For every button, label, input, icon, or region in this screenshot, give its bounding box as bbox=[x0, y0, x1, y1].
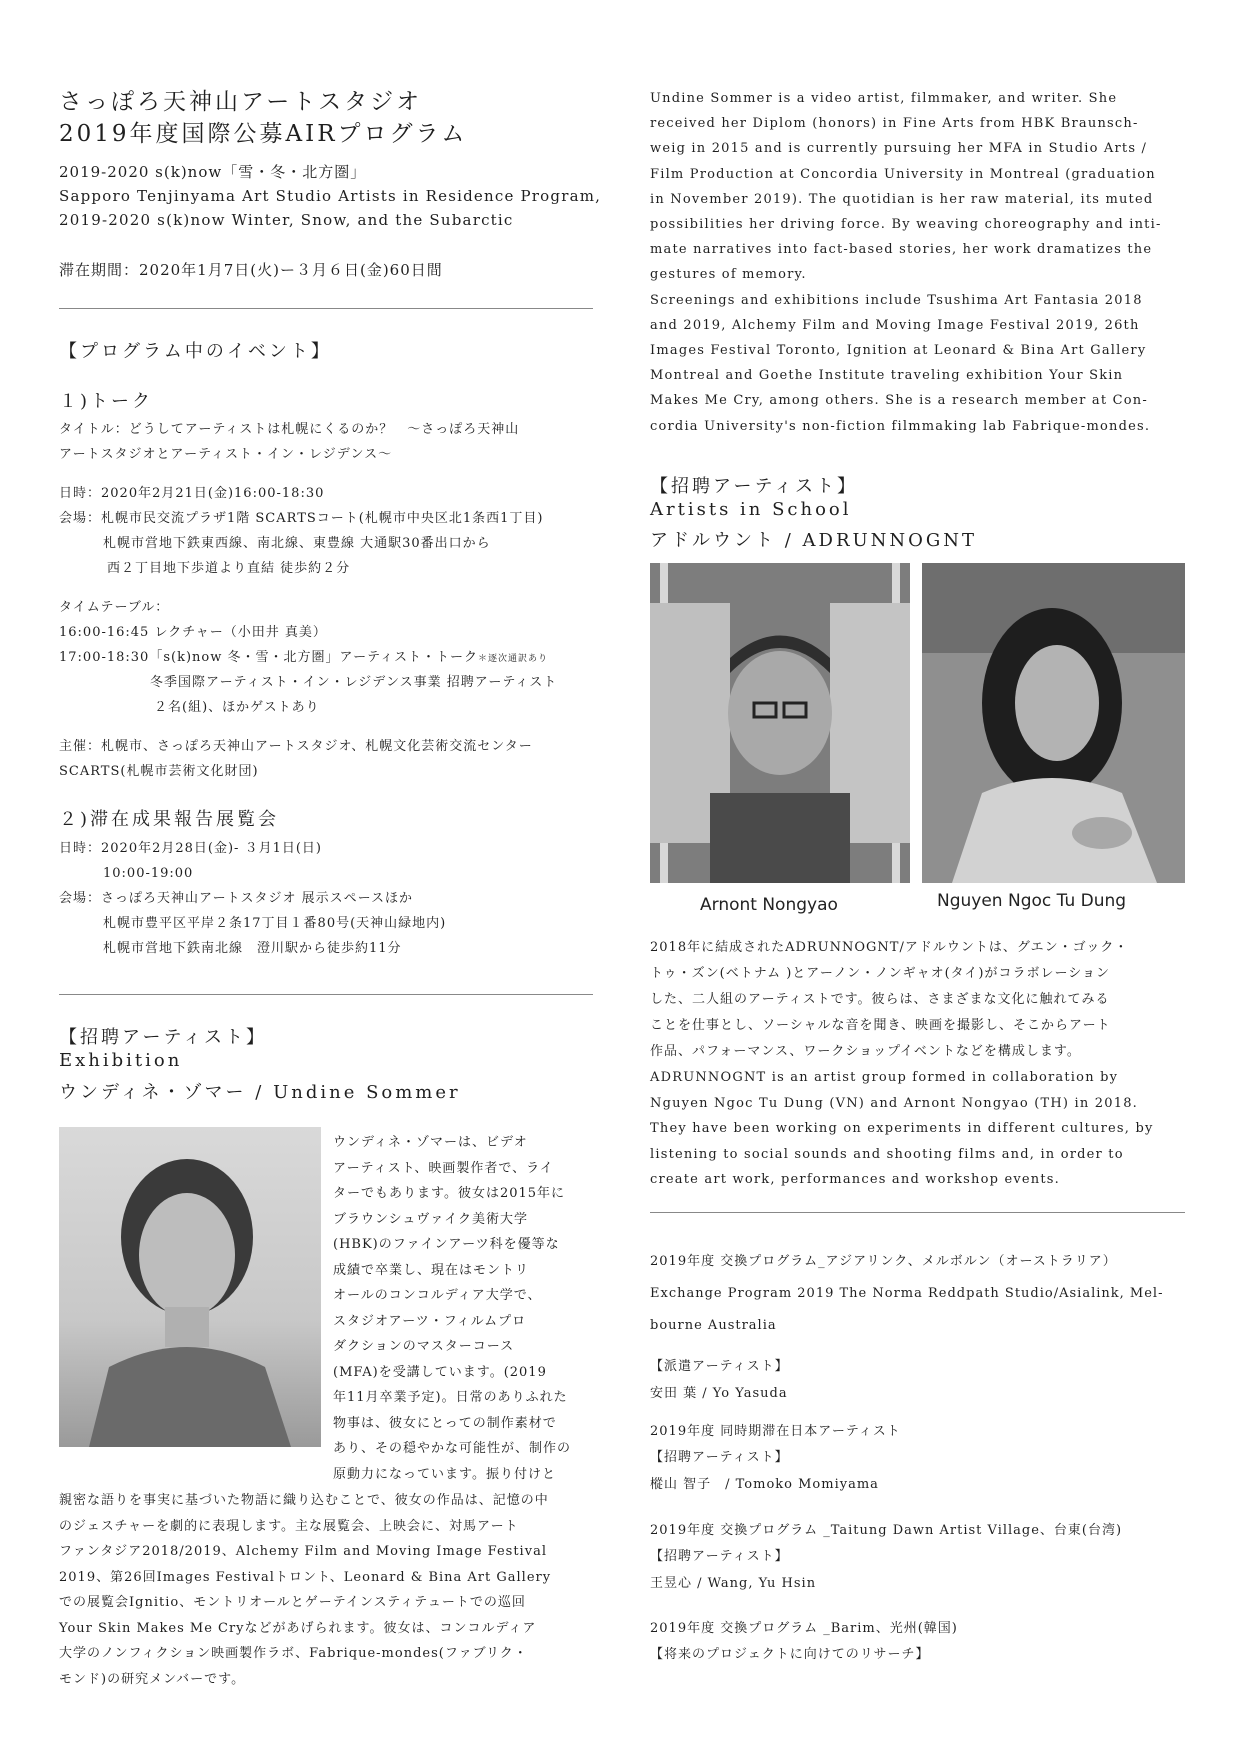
timetable-item-2: 17:00-18:30「s(k)now 冬・雪・北方圏」アーティスト・トーク＊逐次通訳あり bbox=[59, 650, 549, 665]
subtitle-line1: 2019-2020 s(k)now「雪・冬・北方圏」 bbox=[59, 163, 367, 181]
exchange-3-role: 【招聘アーティスト】 bbox=[650, 1549, 789, 1564]
talk-heading: １)トーク bbox=[59, 391, 154, 412]
exchange-1-title-en2: bourne Australia bbox=[650, 1318, 777, 1333]
timetable-item-3: 冬季国際アーティスト・イン・レジデンス事業 招聘アーティスト bbox=[150, 675, 558, 690]
exhibition-heading: ２)滞在成果報告展覧会 bbox=[59, 809, 280, 830]
undine-portrait bbox=[59, 1127, 321, 1447]
exchange-3-artist: 王昱心 / Wang, Yu Hsin bbox=[650, 1576, 817, 1591]
title-line1: さっぽろ天神山アートスタジオ bbox=[59, 89, 423, 115]
divider bbox=[59, 308, 593, 309]
talk-title-line1: タイトル：どうしてアーティストは札幌にくるのか？ ～さっぽろ天神山 bbox=[59, 422, 520, 437]
subtitle-line2: Sapporo Tenjinyama Art Studio Artists in Residence Program, bbox=[59, 187, 602, 205]
exchange-1-artist: 安田 葉 / Yo Yasuda bbox=[650, 1386, 788, 1401]
undine-bio-en: Undine Sommer is a video artist, filmmaker, and writer. She received her Diplom (honors) in Fine Arts from HBK Braunsch- weig in 2015 and is currently pursuing her MFA in Studio Arts / Film Production at Concordia University in Montreal (graduation in November 2019). The quotidian is her raw material, its muted possibilities her driving force. By weaving choreography and inti- mate narratives into fact-based stories, her work dramatizes the gestures of memory. Screenings and exhibitions include Tsushima Art Fantasia 2018 and 2019, Alchemy Film and Moving Image Festival 2019, 26th Images Festival Toronto, Ignition at Leonard & Bina Art Gallery Montreal and Goethe Institute traveling exhibition Your Skin Makes Me Cry, among others. She is a research member at Con- cordia University's non-fiction filmmaking lab Fabrique-mondes. bbox=[650, 91, 1162, 434]
timetable-label: タイムテーブル： bbox=[59, 600, 170, 615]
title-line2: 2019年度国際公募AIRプログラム bbox=[59, 121, 468, 147]
talk-date: 日時：2020年2月21日(金)16:00-18:30 bbox=[59, 486, 325, 501]
undine-bio-jp-side: ウンディネ・ゾマーは、ビデオ アーティスト、映画製作者で、ライ ターでもあります。彼女は2015年に ブラウンシュヴァイク美術大学 (HBK)のファインアーツ科を優等な 成績で卒業し、現在はモントリ オールのコンコルディア大学で、 スタジオアーツ・フィルムプロ ダクションのマスターコース (MFA)を受講しています。(2019 年11月卒業予定)。日常のありふれた 物事は、彼女にとっての制作素材で あり、その穏やかな可能性が、制作の 原動力になっています。振り付けと bbox=[333, 1135, 572, 1482]
talk-venue-line3: 西２丁目地下歩道より直結 徒歩約２分 bbox=[107, 561, 351, 576]
arnont-photo-image bbox=[650, 563, 910, 883]
exhibition-venue-line1: 会場：さっぽろ天神山アートスタジオ 展示スペースほか bbox=[59, 891, 413, 906]
organizer-line2: SCARTS(札幌市芸術文化財団) bbox=[59, 764, 259, 779]
exchange-4-role: 【将来のプロジェクトに向けてのリサーチ】 bbox=[650, 1647, 930, 1662]
organizer-line1: 主催：札幌市、さっぽろ天神山アートスタジオ、札幌文化芸術交流センター bbox=[59, 739, 533, 754]
exchange-1-title-jp: 2019年度 交換プログラム_アジアリンク、メルボルン（オーストラリア） bbox=[650, 1254, 1117, 1269]
talk-title-line2: アートスタジオとアーティスト・イン・レジデンス～ bbox=[59, 447, 393, 462]
events-heading: 【プログラム中のイベント】 bbox=[59, 341, 332, 362]
undine-bio-jp-full: 親密な語りを事実に基づいた物語に織り込むことで、彼女の作品は、記憶の中 のジェスチャーを劇的に表現します。主な展覧会、上映会に、対馬アート ファンタジア2018/2019、Alchemy Film and Moving Image Festival 2019、第26回Images Festivalトロント、Leonard & Bina Art Gallery での展覧会Ignitio、モントリオールとゲーテインスティテュートでの巡回 Your Skin Makes Me Cryなどがあげられます。彼女は、コンコルディア 大学のノンフィクション映画製作ラボ、Fabrique-mondes(ファブリク・ モンド)の研究メンバーです。 bbox=[59, 1493, 552, 1687]
talk-venue-line1: 会場：札幌市民交流プラザ1階 SCARTSコート(札幌市中央区北1条西1丁目) bbox=[59, 511, 544, 526]
residency-period: 滞在期間：2020年1月7日(火)ー３月６日(金)60日間 bbox=[59, 261, 443, 279]
exhibition-venue-line2: 札幌市豊平区平岸２条17丁目１番80号(天神山緑地内) bbox=[103, 916, 447, 931]
undine-program: Exhibition bbox=[59, 1050, 183, 1071]
exchange-3-title: 2019年度 交換プログラム _Taitung Dawn Artist Village、台東(台湾) bbox=[650, 1523, 1123, 1538]
divider bbox=[59, 994, 593, 995]
timetable-item-1: 16:00-16:45 レクチャー（小田井 真美） bbox=[59, 625, 327, 640]
caption-arnont: Arnont Nongyao bbox=[700, 895, 838, 915]
exchange-1-role: 【派遣アーティスト】 bbox=[650, 1359, 789, 1374]
nguyen-photo bbox=[922, 563, 1185, 883]
undine-name: ウンディネ・ゾマー / Undine Sommer bbox=[59, 1082, 461, 1103]
exhibition-date-line2: 10:00-19:00 bbox=[103, 866, 194, 881]
talk-venue-line2: 札幌市営地下鉄東西線、南北線、東豊線 大通駅30番出口から bbox=[103, 536, 491, 551]
divider bbox=[650, 1212, 1185, 1213]
exchange-4-title: 2019年度 交換プログラム _Barim、光州(韓国) bbox=[650, 1621, 958, 1636]
exhibition-date-line1: 日時：2020年2月28日(金)- ３月1日(日) bbox=[59, 841, 322, 856]
exhibition-venue-line3: 札幌市営地下鉄南北線 澄川駅から徒歩約11分 bbox=[103, 941, 402, 956]
undine-portrait-image bbox=[59, 1127, 321, 1447]
adrunnognt-program: Artists in School bbox=[650, 499, 852, 520]
adrunnognt-bio-jp: 2018年に結成されたADRUNNOGNT/アドルウントは、グエン・ゴック・ トゥ・ズン(ベトナム )とアーノン・ノンギャオ(タイ)がコラボレーション した、二人組のアーティストです。彼らは、さまざまな文化に触れてみる ことを仕事とし、ソーシャルな音を聞き、映画を撮影し、そこからアート 作品、パフォーマンス、ワークショップイベントなどを構成します。 bbox=[650, 940, 1129, 1059]
timetable-item-4: ２名(組)、ほかゲストあり bbox=[154, 700, 320, 715]
arnont-photo bbox=[650, 563, 910, 883]
exchange-2-role: 【招聘アーティスト】 bbox=[650, 1450, 789, 1465]
undine-heading: 【招聘アーティスト】 bbox=[59, 1027, 268, 1048]
exchange-2-title: 2019年度 同時期滞在日本アーティスト bbox=[650, 1424, 901, 1439]
adrunnognt-bio-en: ADRUNNOGNT is an artist group formed in collaboration by Nguyen Ngoc Tu Dung (VN) and Arnont Nongyao (TH) in 2018. They have been working on experiments in different cultures, by listening to social sounds and shooting films and, in order to create art work, performances and workshop events. bbox=[650, 1070, 1154, 1187]
exchange-1-title-en1: Exchange Program 2019 The Norma Reddpath Studio/Asialink, Mel- bbox=[650, 1286, 1164, 1301]
nguyen-photo-image bbox=[922, 563, 1185, 883]
caption-nguyen: Nguyen Ngoc Tu Dung bbox=[937, 891, 1127, 911]
adrunnognt-heading: 【招聘アーティスト】 bbox=[650, 476, 859, 497]
exchange-2-artist: 樅山 智子 / Tomoko Momiyama bbox=[650, 1477, 879, 1492]
subtitle-line3: 2019-2020 s(k)now Winter, Snow, and the Subarctic bbox=[59, 211, 514, 229]
adrunnognt-name: アドルウント / ADRUNNOGNT bbox=[650, 530, 978, 551]
